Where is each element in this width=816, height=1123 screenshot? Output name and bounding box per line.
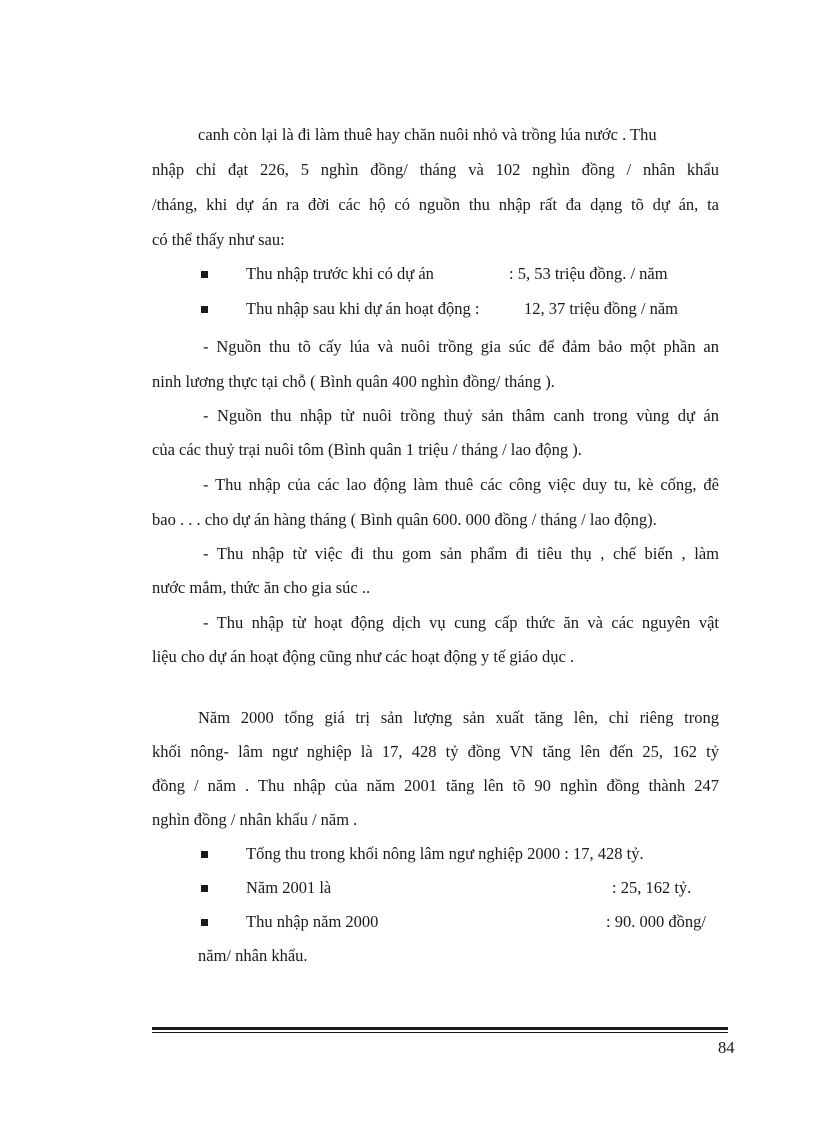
income-source-3-line-2: bao . . . cho dự án hàng tháng ( Bình quân 600. 000 đồng / tháng / lao động). [152, 510, 657, 529]
income-source-1-line-2: ninh lương thực tại chỗ ( Bình quân 400 nghìn đồng/ tháng ). [152, 372, 555, 391]
summary-2001-label: Năm 2001 là [246, 878, 332, 897]
paragraph-1-line-4: có thể thấy như sau: [152, 230, 285, 249]
paragraph-1-line-2: nhập chỉ đạt 226, 5 nghìn đồng/ tháng và 102 nghìn đồng / nhân khẩu [152, 160, 719, 179]
income-source-2-line-2: của các thuỷ trại nuôi tôm (Bình quân 1 triệu / tháng / lao động ). [152, 440, 582, 459]
paragraph-2-line-2: khối nông- lâm ngư nghiệp là 17, 428 tỷ đồng VN tăng lên đến 25, 162 tỷ [152, 742, 719, 761]
paragraph-2-line-4: nghìn đồng / nhân khẩu / năm . [152, 810, 358, 829]
bullet-icon [201, 919, 208, 926]
footer-rule-thick [152, 1027, 728, 1030]
income-source-3-line-1: - Thu nhập của các lao động làm thuê các công việc duy tu, kè cống, đê [203, 475, 719, 494]
page-number: 84 [718, 1038, 735, 1057]
paragraph-2-line-1: Năm 2000 tổng giá trị sản lượng sản xuất tăng lên, chỉ riêng trong [198, 708, 719, 727]
bullet-icon [201, 851, 208, 858]
income-before-value: : 5, 53 triệu đồng. / năm [509, 264, 668, 283]
bullet-icon [201, 271, 208, 278]
paragraph-1-line-3: /tháng, khi dự án ra đời các hộ có nguồn thu nhập rất đa dạng tõ dự án, ta [152, 195, 719, 214]
summary-income-value: : 90. 000 đồng/ [606, 912, 706, 931]
income-after-label: Thu nhập sau khi dự án hoạt động : [246, 299, 480, 318]
bullet-icon [201, 885, 208, 892]
footer-rule-thin [152, 1032, 728, 1033]
paragraph-2-line-3: đồng / năm . Thu nhập của năm 2001 tăng lên tõ 90 nghìn đồng thành 247 [152, 776, 719, 795]
income-source-4-line-1: - Thu nhập từ việc đi thu gom sản phẩm đi tiêu thụ , chế biến , làm [203, 544, 719, 563]
paragraph-1-line-1: canh còn lại là đi làm thuê hay chăn nuôi nhỏ và trồng lúa nước . Thu [198, 125, 657, 144]
summary-income-label: Thu nhập năm 2000 [246, 912, 379, 931]
income-source-4-line-2: nước mắm, thức ăn cho gia súc .. [152, 578, 371, 597]
income-source-1-line-1: - Nguồn thu tõ cấy lúa và nuôi trồng gia súc để đảm bảo một phần an [203, 337, 719, 356]
summary-tail: năm/ nhân khẩu. [198, 946, 308, 965]
bullet-icon [201, 306, 208, 313]
summary-2001-value: : 25, 162 tỷ. [612, 878, 692, 897]
income-source-5-line-1: - Thu nhập từ hoạt động dịch vụ cung cấp thức ăn và các nguyên vật [203, 613, 719, 632]
income-before-label: Thu nhập trước khi có dự án [246, 264, 434, 283]
income-after-value: 12, 37 triệu đồng / năm [524, 299, 678, 318]
summary-total-label: Tổng thu trong khối nông lâm ngư nghiệp 2000 : 17, 428 tỷ. [246, 844, 644, 863]
income-source-5-line-2: liệu cho dự án hoạt động cũng như các hoạt động y tế giáo dục . [152, 647, 575, 666]
income-source-2-line-1: - Nguồn thu nhập từ nuôi trồng thuỷ sản thâm canh trong vùng dự án [203, 406, 719, 425]
